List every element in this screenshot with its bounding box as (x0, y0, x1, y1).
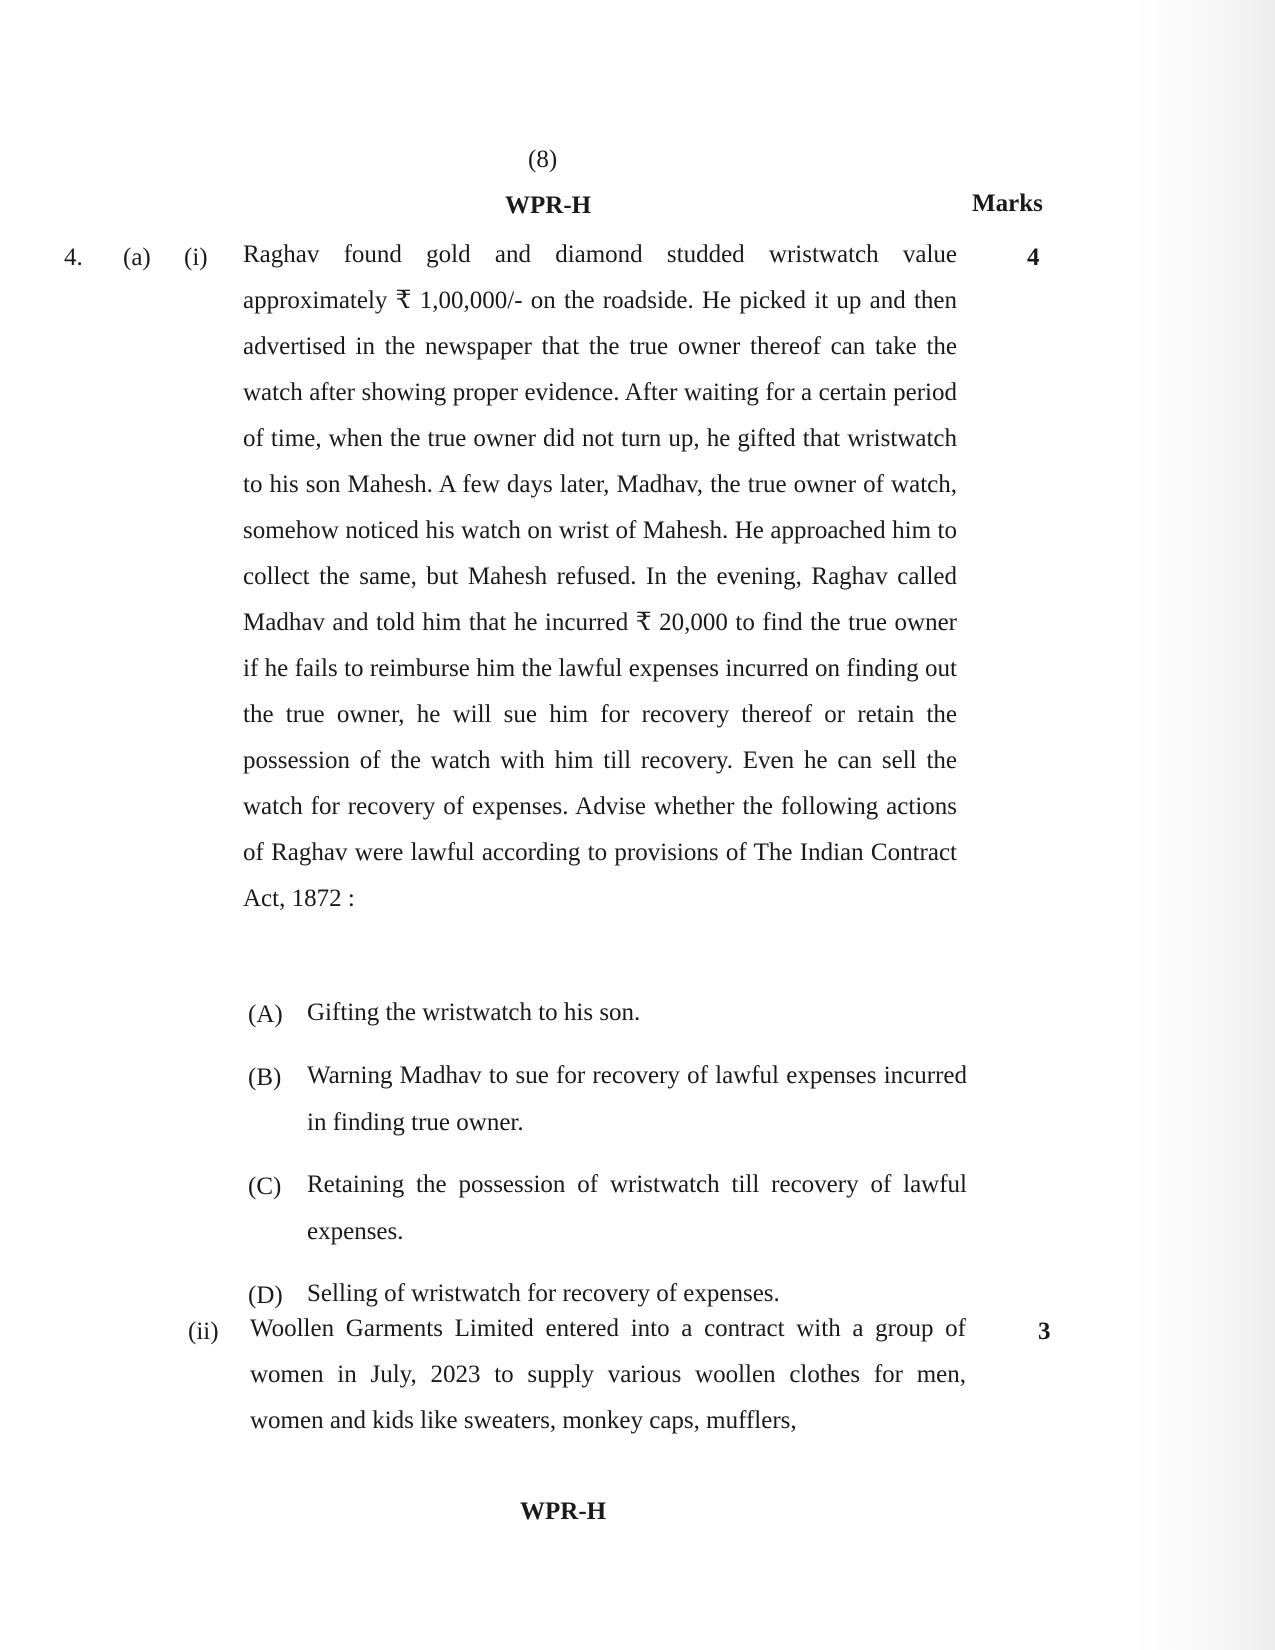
subquestion-ii-marks: 3 (1038, 1318, 1051, 1345)
subquestion-i-marks: 4 (1027, 244, 1040, 271)
subquestion-i-label: (i) (184, 244, 208, 271)
subquestion-ii-label: (ii) (188, 1318, 219, 1345)
series-code-header: WPR-H (505, 192, 592, 219)
option-d-label: (D) (248, 1282, 283, 1309)
option-b-label: (B) (248, 1064, 282, 1091)
subquestion-i-text: Raghav found gold and diamond studded wristwatch value approximately ₹ 1,00,000/- on the roadside. He picked it up and then advertised in the newspaper that the true owner thereof can take the watch after showing proper evidence. After waiting for a certain period of time, when the true owner did not turn up, he gifted that wristwatch to his son Mahesh. A few days later, Madhav, the true owner of watch, somehow noticed his watch on wrist of Mahesh. He approached him to collect the same, but Mahesh refused. In the evening, Raghav called Madhav and told him that he incurred ₹ 20,000 to find the true owner if he fails to reimburse him the lawful expenses incurred on finding out the true owner, he will sue him for recovery thereof or retain the possession of the watch with him till recovery. Even he can sell the watch for recovery of expenses. Advise whether the following actions of Raghav were lawful according to provisions of The Indian Contract Act, 1872 : (243, 241, 957, 912)
page-number: (8) (528, 146, 558, 173)
option-c-text: Retaining the possession of wristwatch till recovery of lawful expenses. (307, 1171, 967, 1245)
marks-column-heading: Marks (972, 190, 1043, 217)
option-d-text: Selling of wristwatch for recovery of expenses. (307, 1280, 780, 1307)
question-number: 4. (64, 244, 83, 271)
subquestion-ii-text: Woollen Garments Limited entered into a contract with a group of women in July, 2023 to supply various woollen clothes for men, women and kids like sweaters, monkey caps, mufflers, (250, 1315, 966, 1434)
option-a-label: (A) (248, 1001, 283, 1028)
scan-shadow-edge (1135, 0, 1275, 1650)
option-b-text: Warning Madhav to sue for recovery of lawful expenses incurred in finding true owner. (307, 1062, 967, 1136)
question-part-label: (a) (123, 244, 151, 271)
series-code-footer: WPR-H (520, 1498, 607, 1525)
option-a-text: Gifting the wristwatch to his son. (307, 999, 641, 1026)
option-c-label: (C) (248, 1173, 282, 1200)
